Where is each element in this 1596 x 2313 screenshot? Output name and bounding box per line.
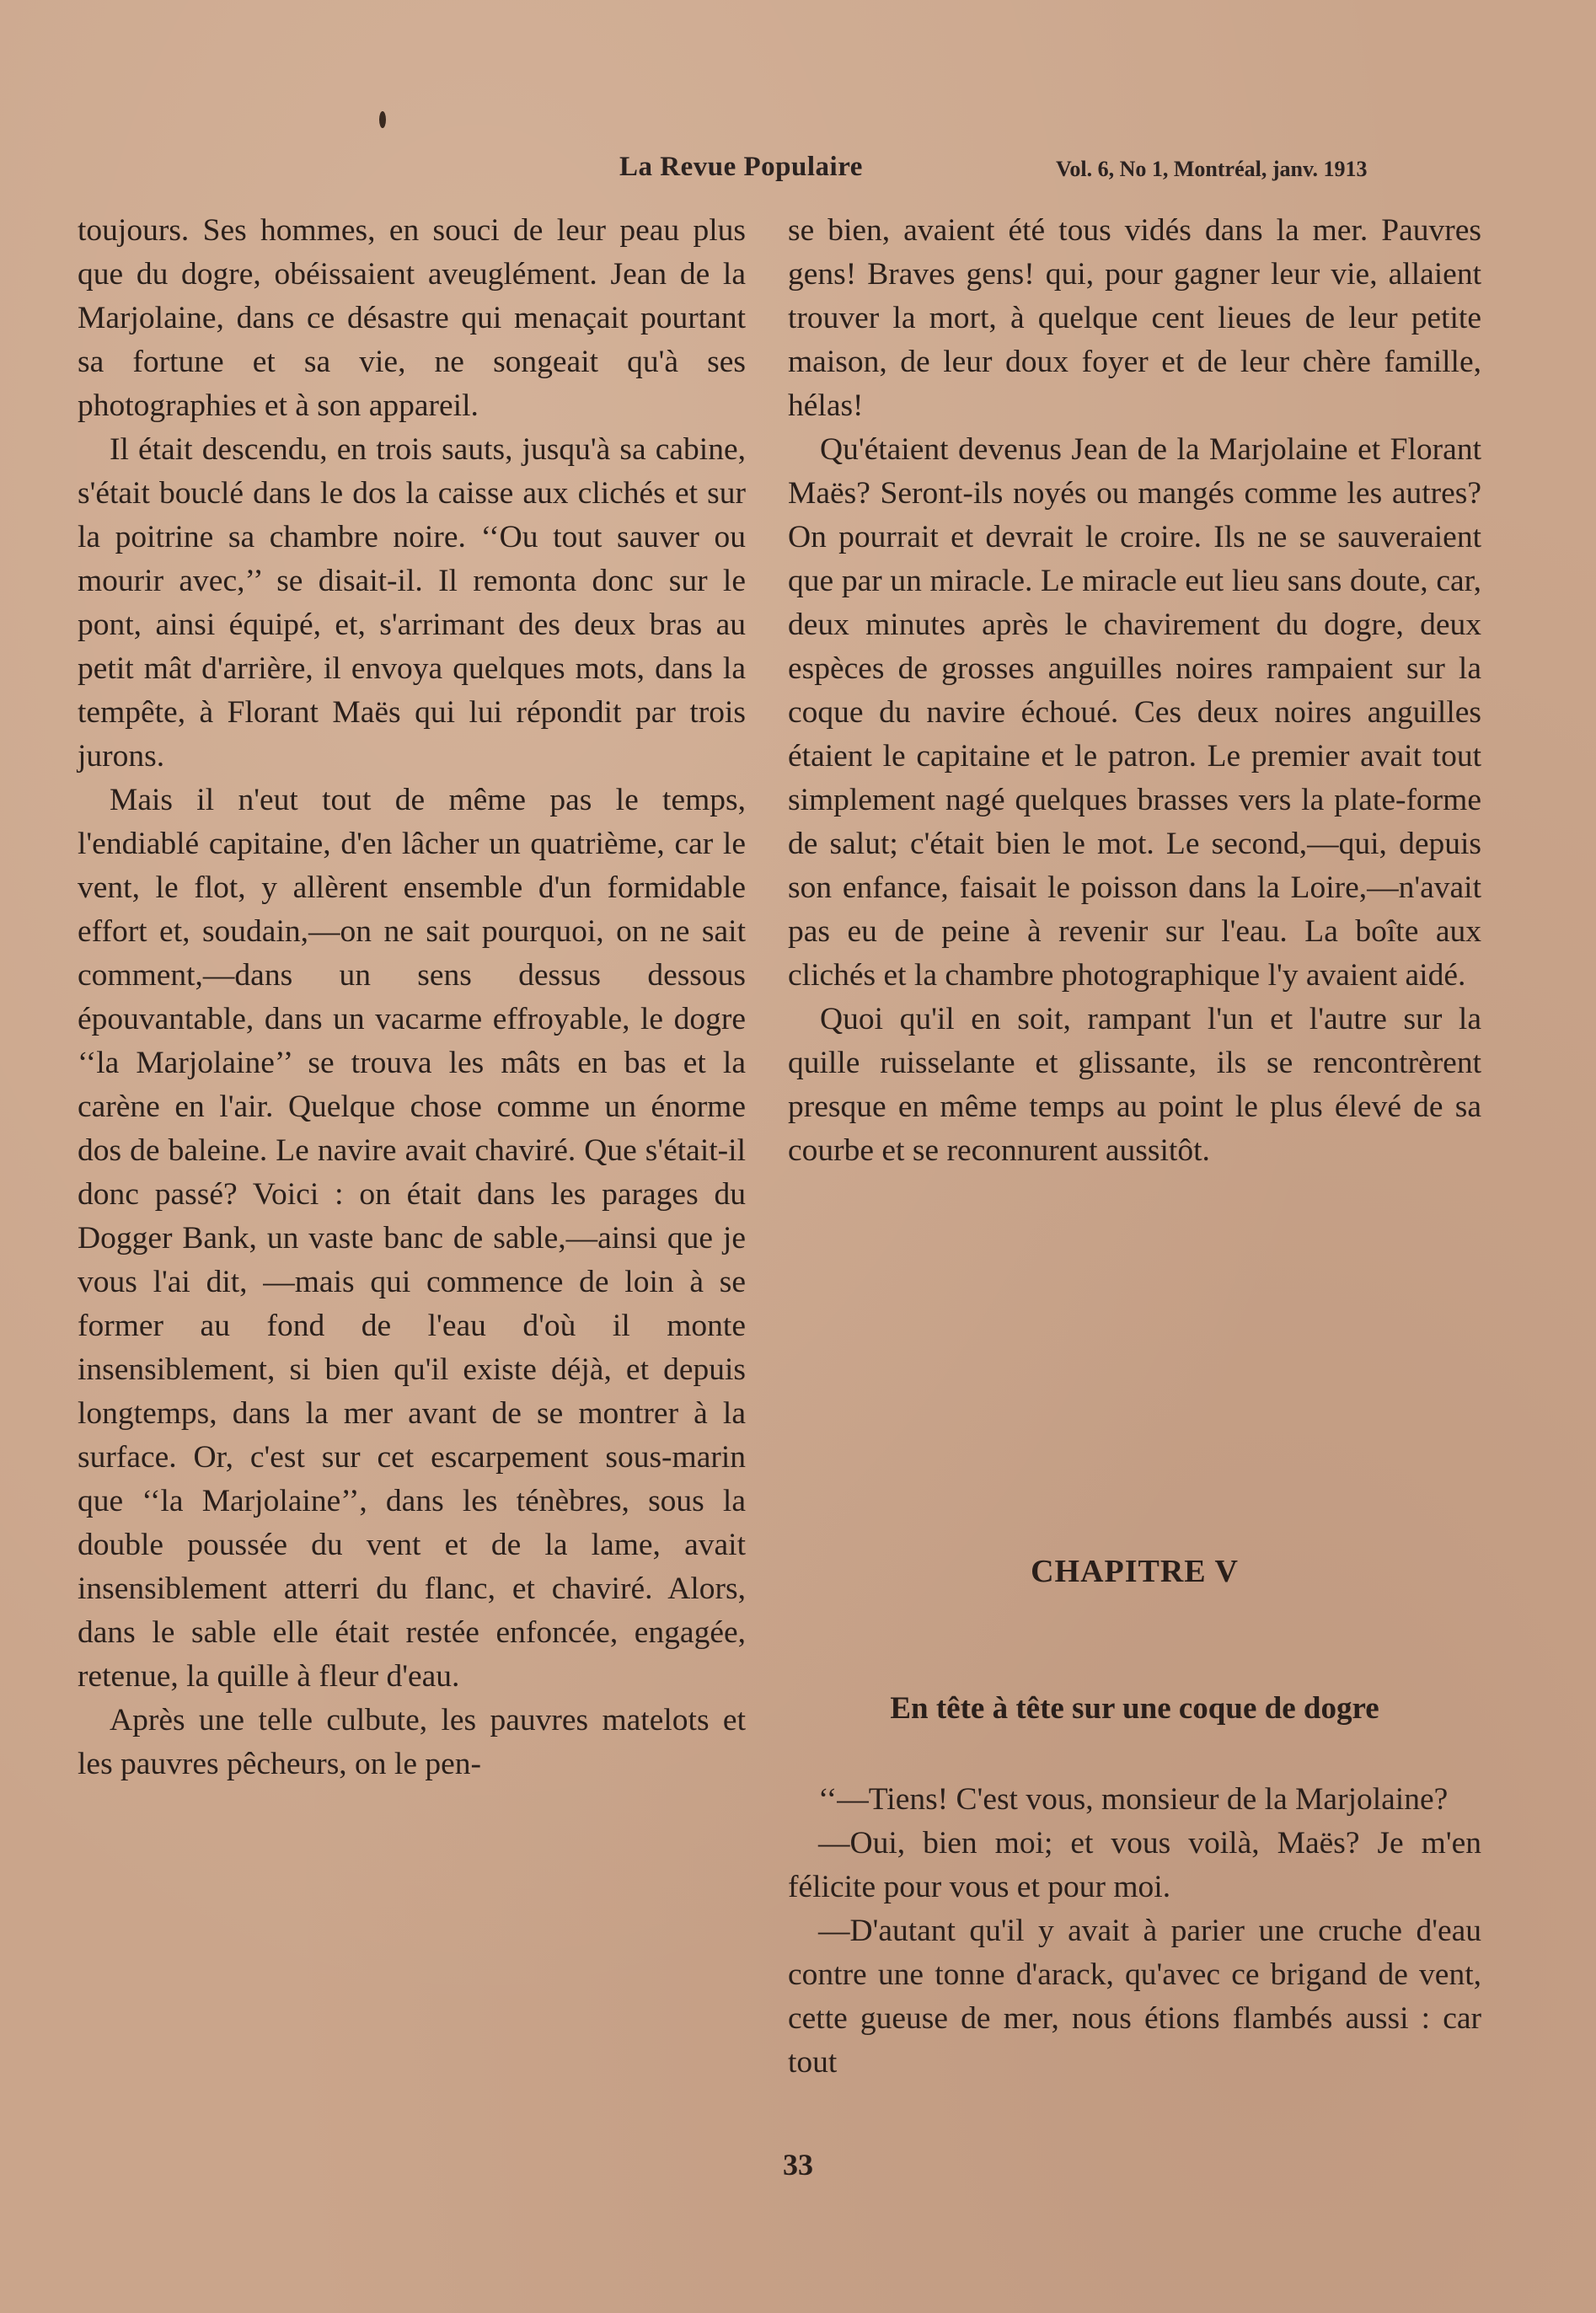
journal-title: La Revue Populaire (619, 152, 863, 182)
paragraph: toujours. Ses hommes, en souci de leur peau plus que du dogre, obéissaient aveuglément. Jean de la Marjolaine, dans ce désastre qui menaçait pourtant sa fortune et sa vie, ne songeait qu'à ses photographies et à son appareil. (78, 213, 746, 423)
dialogue-block (788, 1778, 1481, 2085)
paragraph: Après une telle culbute, les pauvres matelots et les pauvres pêcheurs, on le pen- (78, 1703, 746, 1781)
chapter-subtitle: En tête à tête sur une coque de dogre (890, 1691, 1379, 1726)
ink-speck (379, 111, 386, 128)
paragraph: se bien, avaient été tous vidés dans la mer. Pauvres gens! Braves gens! qui, pour gagner leur vie, allaient trouver la mort, à quelque cent lieues de leur petite maison, de leur doux foyer et de leur chère famille, hélas! (788, 213, 1481, 423)
volume-info: Vol. 6, No 1, Montréal, janv. 1913 (1056, 157, 1368, 181)
dialogue-line: —Oui, bien moi; et vous voilà, Maës? Je m'en félicite pour vous et pour moi. (788, 1826, 1481, 1904)
paragraph: Mais il n'eut tout de même pas le temps, l'endiablé capitaine, d'en lâcher un quatrième, car le vent, le flot, y allèrent ensemble d'un formidable effort et, soudain,—on ne sait pourquoi, on ne sait comment,—dans un sens dessus dessous épouvantable, dans un vacarme effroyable, le dogre ‘‘la Marjolaine’’ se trouva les mâts en bas et la carène en l'air. Quelque chose comme un énorme dos de baleine. Le navire avait chaviré. Que s'était-il donc passé? Voici : on était dans les parages du Dogger Bank, un vaste banc de sable,—ainsi que je vous l'ai dit, —mais qui commence de loin à se former au fond de l'eau d'où il monte insensiblement, si bien qu'il existe déjà, et depuis longtemps, dans la mer avant de se montrer à la surface. Or, c'est sur cet escarpement sous-marin que ‘‘la Marjolaine’’, dans les ténèbres, sous la double poussée du vent et de la lame, avait insensiblement atterri du flanc, et chaviré. Alors, dans le sable elle était restée enfoncée, engagée, retenue, la quille à fleur d'eau. (78, 783, 746, 1694)
page-number: 33 (783, 2148, 813, 2182)
paragraph: Il était descendu, en trois sauts, jusqu'à sa cabine, s'était bouclé dans le dos la caisse aux clichés et sur la poitrine sa chambre noire. ‘‘Ou tout sauver ou mourir avec,’’ se disait-il. Il remonta donc sur le pont, ainsi équipé, et, s'arrimant des deux bras au petit mât d'arrière, il envoya quelques mots, dans la tempête, à Florant Maës qui lui répondit par trois jurons. (78, 432, 746, 774)
chapter-heading: CHAPITRE V (1031, 1554, 1239, 1589)
paragraph: Quoi qu'il en soit, rampant l'un et l'autre sur la quille ruisselante et glissante, ils se rencontrèrent presque en même temps au point le plus élevé de sa courbe et se reconnurent aussitôt. (788, 1002, 1481, 1168)
dialogue-line: ‘‘—Tiens! C'est vous, monsieur de la Marjolaine? (818, 1782, 1449, 1817)
dialogue-line: —D'autant qu'il y avait à parier une cruche d'eau contre une tonne d'arack, qu'avec ce brigand de vent, cette gueuse de mer, nous étions flambés aussi : car tout (788, 1914, 1481, 2080)
right-column (788, 209, 1481, 1173)
paragraph: Qu'étaient devenus Jean de la Marjolaine et Florant Maës? Seront-ils noyés ou mangés comme les autres? On pourrait et devrait le croire. Ils ne se sauveraient que par un miracle. Le miracle eut lieu sans doute, car, deux minutes après le chavirement du dogre, deux espèces de grosses anguilles noires rampaient sur la coque du navire échoué. Ces deux noires anguilles étaient le capitaine et le patron. Le premier avait tout simplement nagé quelques brasses vers la plate-forme de salut; c'était bien le mot. Le second,—qui, depuis son enfance, faisait le poisson dans la Loire,—n'avait pas eu de peine à revenir sur l'eau. La boîte aux clichés et la chambre photographique l'y avaient aidé. (788, 432, 1481, 993)
left-column (78, 209, 746, 1786)
